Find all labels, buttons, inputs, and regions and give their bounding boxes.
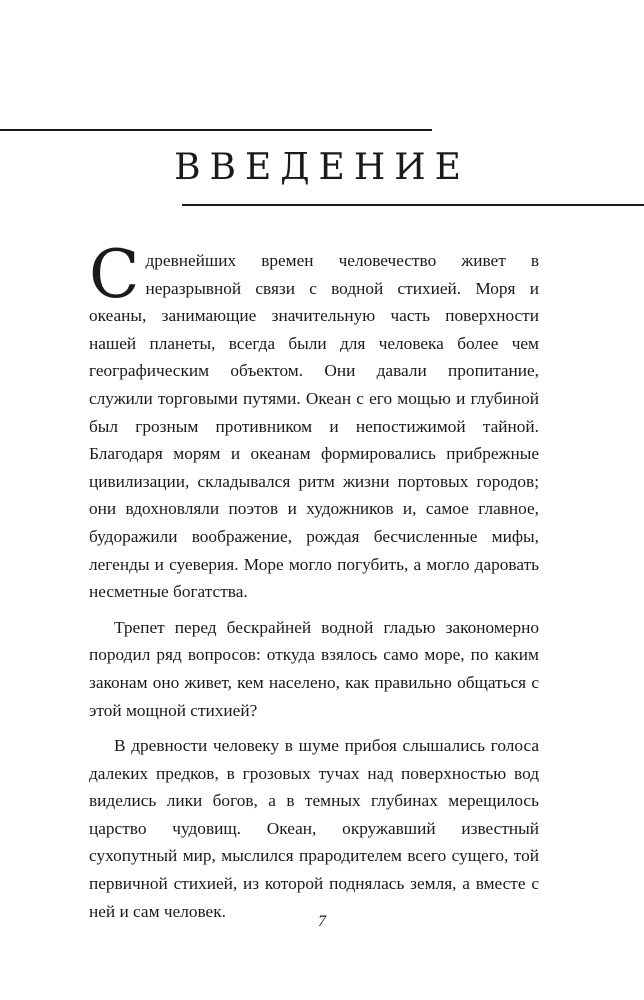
paragraph-2: Трепет перед бескрайней водной гладью закономерно породил ряд вопросов: откуда взялось само море, по каким законам оно живет, кем населено, как правильно общаться с этой мощной стихией? — [89, 617, 539, 720]
drop-cap: С — [89, 236, 140, 313]
chapter-rule-bottom — [182, 204, 644, 206]
chapter-body — [89, 236, 539, 925]
page-number: 7 — [318, 913, 326, 930]
chapter-rule-top — [0, 129, 432, 131]
chapter-title: ВВЕДЕНИЕ — [174, 147, 470, 188]
paragraph-3: В древности человеку в шуме прибоя слышались голоса далеких предков, в грозовых тучах над поверхностью вод виделись лики богов, а в темных глубинах мерещилось царство чудовищ. Океан, окружавший известный сухопутный мир, мыслился прародителем всего сущего, той первичной стихией, из которой поднялась земля, а вместе с ней и сам человек. — [89, 736, 539, 921]
paragraph-1 — [89, 236, 539, 606]
paragraph-1-text: древнейших времен человечество живет в неразрывной связи с водной стихией. Моря и океаны, занимающие значительную часть поверхности нашей планеты, всегда были для человека более чем географическим объектом. Они давали пропитание, служили торговыми путями. Океан с его мощью и глубиной был грозным противником и непостижимой тайной. Благодаря морям и океанам формировались прибрежные цивилизации, складывался ритм жизни портовых городов; они вдохновляли поэтов и художников и, самое главное, будоражили воображение, рождая бесчисленные мифы, легенды и суеверия. Море могло погубить, а могло даровать несметные богатства. — [89, 251, 539, 602]
